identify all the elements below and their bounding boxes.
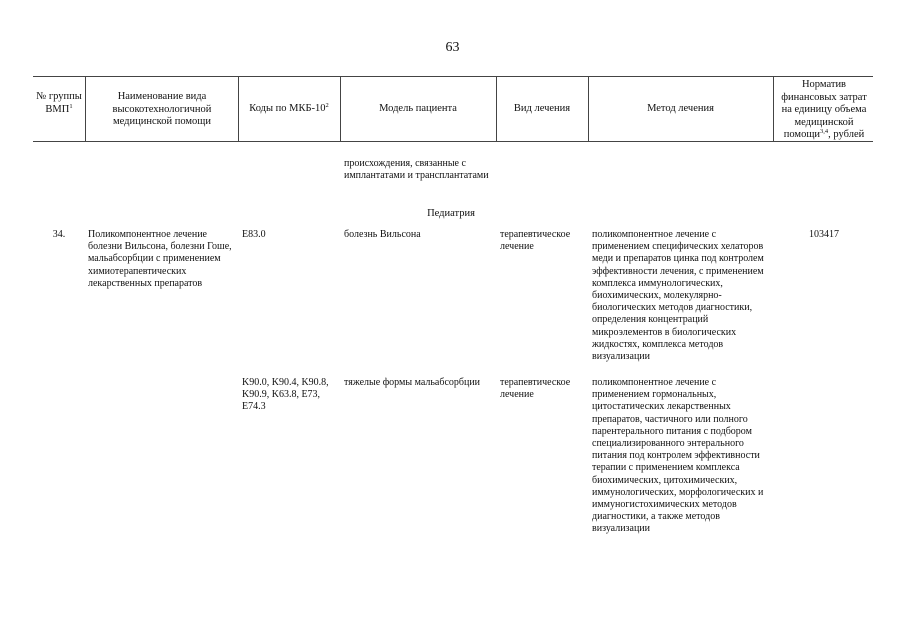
continuation-model-text: происхождения, связанные с имплантатами и трансплантатами bbox=[344, 158, 489, 182]
header-bottom-border bbox=[33, 141, 873, 142]
treatment-method: поликомпонентное лечение с применением специфических хелаторов меди и препаратов цинка под контролем эффективности лечения, с применением комплекса иммунологических, биохимических, молекулярно-биологических методов диагностики, определения концентраций микроэлементов в биологических жидкостях, комплекса методов визуализации bbox=[592, 229, 764, 363]
header-cost-standard bbox=[775, 79, 873, 142]
group-number: 34. bbox=[52, 229, 66, 240]
header-top-border bbox=[33, 76, 873, 77]
header-patient-model: Модель пациента bbox=[379, 103, 457, 114]
header-group-number-text: № группы ВМП bbox=[36, 91, 82, 115]
header-divider bbox=[238, 76, 239, 141]
header-divider bbox=[85, 76, 86, 141]
header-icd-codes bbox=[240, 103, 338, 116]
cost-standard: 103417 bbox=[809, 229, 839, 240]
treatment-type: терапевтическое лечение bbox=[500, 229, 571, 253]
icd-codes: E83.0 bbox=[242, 229, 266, 240]
care-type-name: Поликомпонентное лечение болезни Вильсона, болезни Гоше, мальабсорбции с применением химиотерапевтических лекарственных препаратов bbox=[88, 229, 232, 289]
patient-model: тяжелые формы мальабсорбции bbox=[344, 377, 481, 388]
patient-model: болезнь Вильсона bbox=[344, 229, 421, 240]
header-treatment-method: Метод лечения bbox=[647, 103, 714, 114]
page-number: 63 bbox=[445, 40, 460, 55]
header-divider bbox=[496, 76, 497, 141]
header-cost-standard-text: Норматив финансовых затрат на единицу объема медицинской помощи bbox=[781, 79, 867, 140]
treatment-type: терапевтическое лечение bbox=[500, 377, 571, 401]
icd-codes: K90.0, K90.4, K90.8, K90.9, K63.8, E73, E74.3 bbox=[242, 377, 329, 413]
treatment-method: поликомпонентное лечение с применением гормональных, цитостатических лекарственных препаратов, частичного или полного парентерального питания с подбором специализированного энтерального питания под контролем эффективности терапии с применением комплекса биохимических, цитохимических, иммунологических, морфологических и иммуногистохимических методов диагностики, а также методов визуализации bbox=[592, 377, 764, 535]
header-divider bbox=[340, 76, 341, 141]
header-group-number bbox=[35, 91, 83, 116]
header-icd-codes-text: Коды по МКБ-10 bbox=[249, 103, 326, 114]
footnote-mark: 1 bbox=[69, 102, 73, 110]
header-divider bbox=[773, 76, 774, 141]
section-title: Педиатрия bbox=[427, 208, 475, 219]
header-divider bbox=[588, 76, 589, 141]
header-care-type: Наименование вида высокотехнологичной медицинской помощи bbox=[112, 91, 212, 127]
header-treatment-type: Вид лечения bbox=[513, 103, 571, 114]
header-cost-standard-suffix: , рублей bbox=[828, 129, 865, 140]
footnote-mark: 3,4 bbox=[820, 128, 829, 135]
footnote-mark: 2 bbox=[325, 102, 329, 109]
